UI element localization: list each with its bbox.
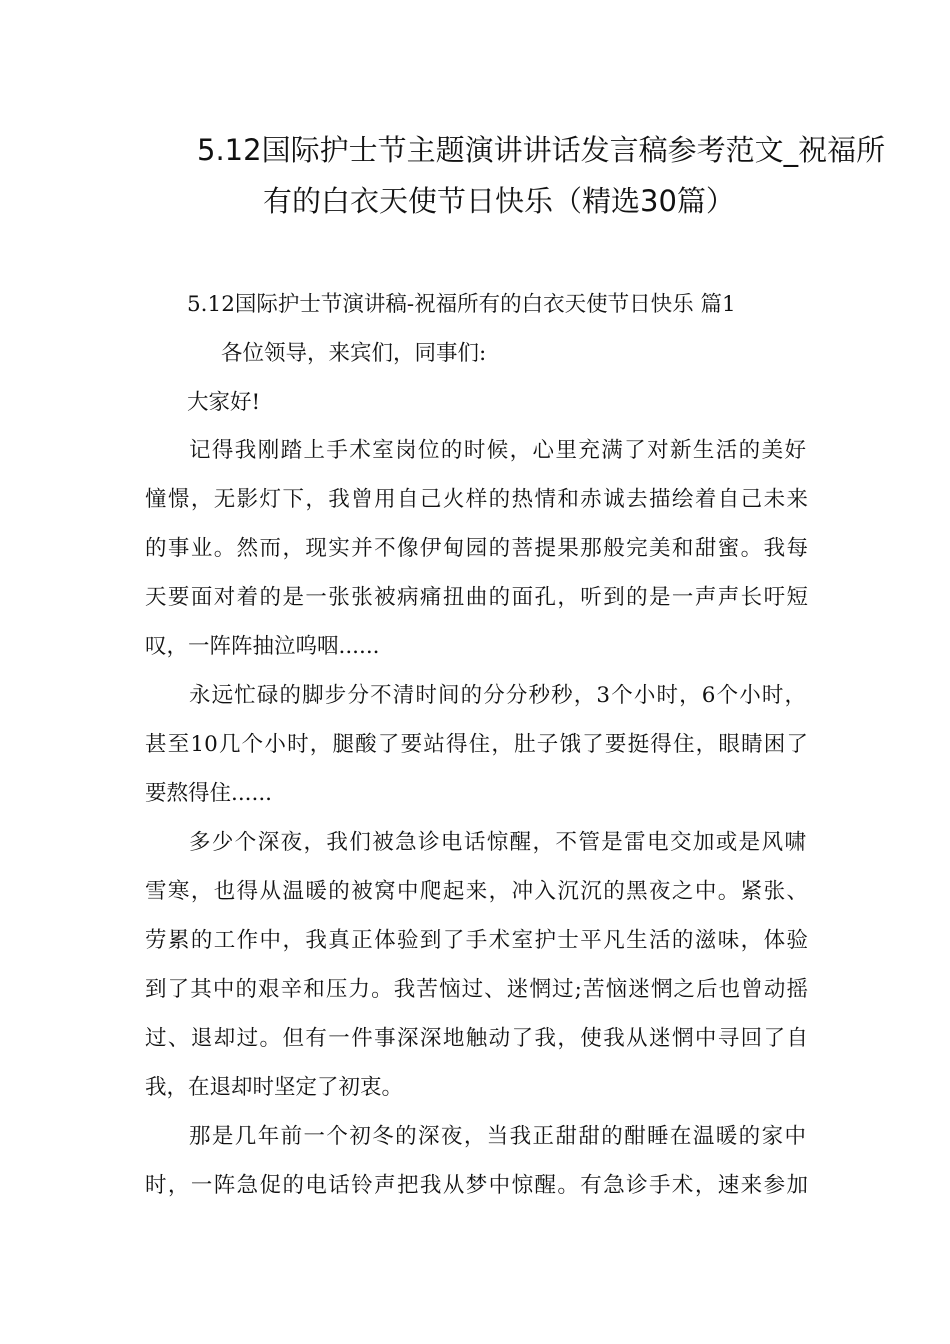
paragraph-line: 天要面对着的是一张张被病痛扭曲的面孔，听到的是一声声长吁短 (145, 585, 808, 610)
section-heading: 5.12国际护士节演讲稿-祝福所有的白衣天使节日快乐 篇1 (187, 292, 736, 317)
paragraph-line: 那是几年前一个初冬的深夜，当我正甜甜的酣睡在温暖的家中 (189, 1124, 806, 1149)
paragraph-line: 我，在退却时坚定了初衷。 (145, 1075, 404, 1100)
paragraph-line: 永远忙碌的脚步分不清时间的分分秒秒，3个小时，6个小时， (189, 683, 806, 708)
paragraph-line: 到了其中的艰辛和压力。我苦恼过、迷惘过;苦恼迷惘之后也曾动摇 (145, 977, 808, 1002)
paragraph-line: 叹，一阵阵抽泣呜咽...... (145, 634, 380, 659)
document-title-line-2: 有的白衣天使节日快乐（精选30篇） (263, 184, 735, 218)
paragraph-line: 记得我刚踏上手术室岗位的时候，心里充满了对新生活的美好 (189, 438, 806, 463)
paragraph-line: 甚至10几个小时，腿酸了要站得住，肚子饿了要挺得住，眼睛困了 (145, 732, 808, 757)
paragraph-line: 要熬得住...... (145, 781, 273, 806)
paragraph-line: 多少个深夜，我们被急诊电话惊醒，不管是雷电交加或是风啸 (189, 830, 806, 855)
greeting: 大家好! (187, 390, 261, 415)
paragraph-line: 雪寒，也得从温暖的被窝中爬起来，冲入沉沉的黑夜之中。紧张、 (145, 879, 808, 904)
paragraph-line: 过、退却过。但有一件事深深地触动了我，使我从迷惘中寻回了自 (145, 1026, 808, 1051)
paragraph-line: 时，一阵急促的电话铃声把我从梦中惊醒。有急诊手术，速来参加 (145, 1173, 808, 1198)
paragraph-line: 劳累的工作中，我真正体验到了手术室护士平凡生活的滋味，体验 (145, 928, 808, 953)
salutation: 各位领导，来宾们，同事们: (221, 341, 487, 366)
paragraph-line: 憧憬，无影灯下，我曾用自己火样的热情和赤诚去描绘着自己未来 (145, 487, 808, 512)
paragraph-line: 的事业。然而，现实并不像伊甸园的菩提果那般完美和甜蜜。我每 (145, 536, 808, 561)
document-title-line-1: 5.12国际护士节主题演讲讲话发言稿参考范文_祝福所 (197, 133, 886, 167)
